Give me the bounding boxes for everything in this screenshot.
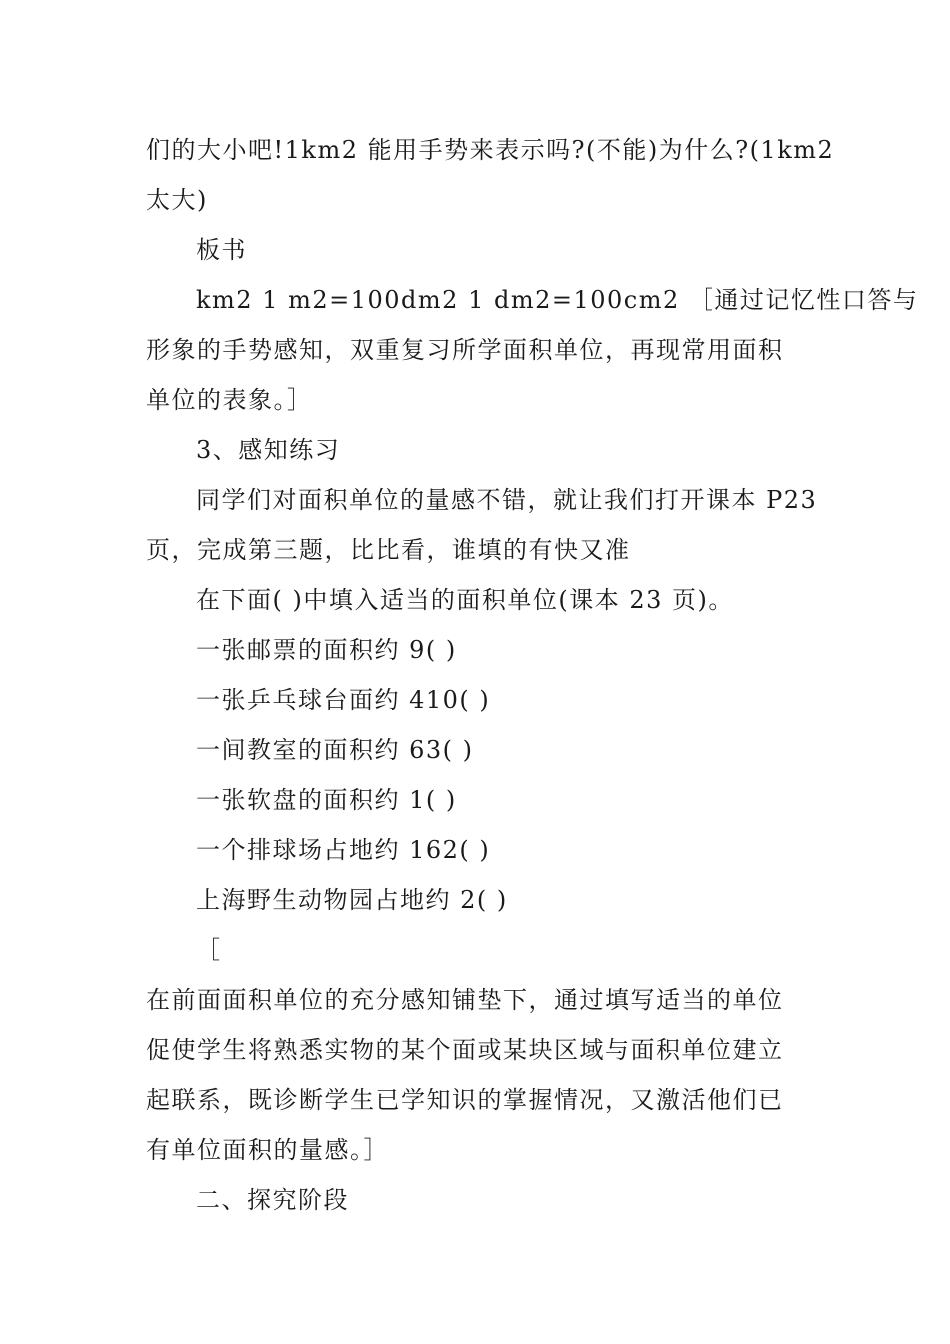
exercise-item: 一个排球场占地约 162( ) <box>196 836 491 864</box>
paragraph-line: 同学们对面积单位的量感不错，就让我们打开课本 P23 <box>196 486 818 514</box>
paragraph-line: 在下面( )中填入适当的面积单位(课本 23 页)。 <box>196 586 734 614</box>
paragraph-line: 有单位面积的量感。］ <box>146 1136 389 1164</box>
exercise-item: 一张乒乓球台面约 410( ) <box>196 686 491 714</box>
paragraph-line: 页，完成第三题，比比看，谁填的有快又准 <box>146 536 631 564</box>
exercise-item: 一张邮票的面积约 9( ) <box>196 636 457 664</box>
bracket-open: ［ <box>196 936 222 964</box>
paragraph-line: km2 1 m2=100dm2 1 dm2=100cm2 ［通过记忆性口答与 <box>196 286 919 314</box>
section-heading: 二、探究阶段 <box>196 1186 349 1214</box>
paragraph-line: 在前面面积单位的充分感知铺垫下，通过填写适当的单位 <box>146 986 784 1014</box>
exercise-item: 一间教室的面积约 63( ) <box>196 736 474 764</box>
paragraph-line: 太大) <box>146 186 208 214</box>
section-label: 板书 <box>196 236 247 264</box>
exercise-item: 一张软盘的面积约 1( ) <box>196 786 457 814</box>
paragraph-line: 单位的表象。］ <box>146 386 313 414</box>
exercise-item: 上海野生动物园占地约 2( ) <box>196 886 508 914</box>
paragraph-line: 们的大小吧!1km2 能用手势来表示吗?(不能)为什么?(1km2 <box>146 136 835 164</box>
paragraph-line: 形象的手势感知，双重复习所学面积单位，再现常用面积 <box>146 336 784 364</box>
section-heading: 3、感知练习 <box>196 436 341 464</box>
paragraph-line: 促使学生将熟悉实物的某个面或某块区域与面积单位建立 <box>146 1036 784 1064</box>
paragraph-line: 起联系，既诊断学生已学知识的掌握情况，又激活他们已 <box>146 1086 784 1114</box>
